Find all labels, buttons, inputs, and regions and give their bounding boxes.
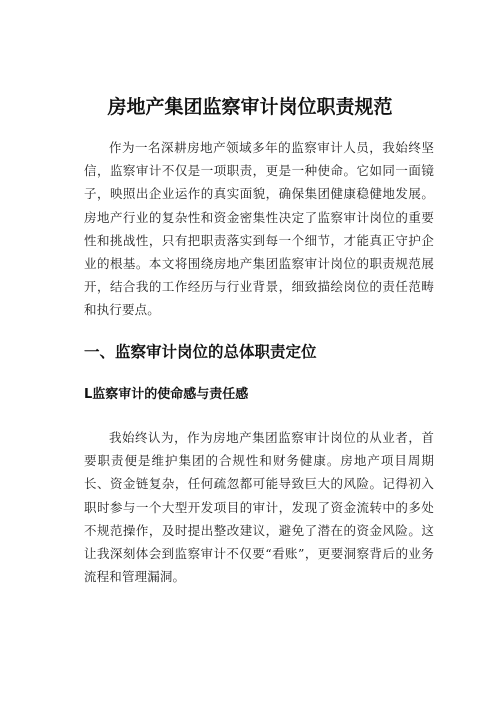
intro-paragraph: 作为一名深耕房地产领域多年的监察审计人员，我始终坚信，监察审计不仅是一项职责，更是一种使命。它如同一面镜子，映照出企业运作的真实面貌，确保集团健康稳健地发展。房地产行业的复杂性和资金密集性决定了监察审计岗位的重要性和挑战性，只有把职责落实到每一个细节，才能真正守护企业的根基。本文将围绕房地产集团监察审计岗位的职责规范展开，结合我的工作经历与行业背景，细致描绘岗位的责任范畴和执行要点。 [84,140,434,318]
sub-heading: L监察审计的使命感与责任感 [84,387,249,402]
document-title: 房地产集团监察审计岗位职责规范 [107,96,393,118]
section-heading: 一、监察审计岗位的总体职责定位 [84,343,317,361]
body-paragraph: 我始终认为，作为房地产集团监察审计岗位的从业者，首要职责便是维护集团的合规性和财务健康。房地产项目周期长、资金链复杂，任何疏忽都可能导致巨大的风险。记得初入职时参与一个大型开发项目的审计，发现了资金流转中的多处不规范操作，及时提出整改建议，避免了潜在的资金风险。这让我深刻体会到监察审计不仅要“看账”，更要洞察背后的业务流程和管理漏洞。 [84,430,434,585]
